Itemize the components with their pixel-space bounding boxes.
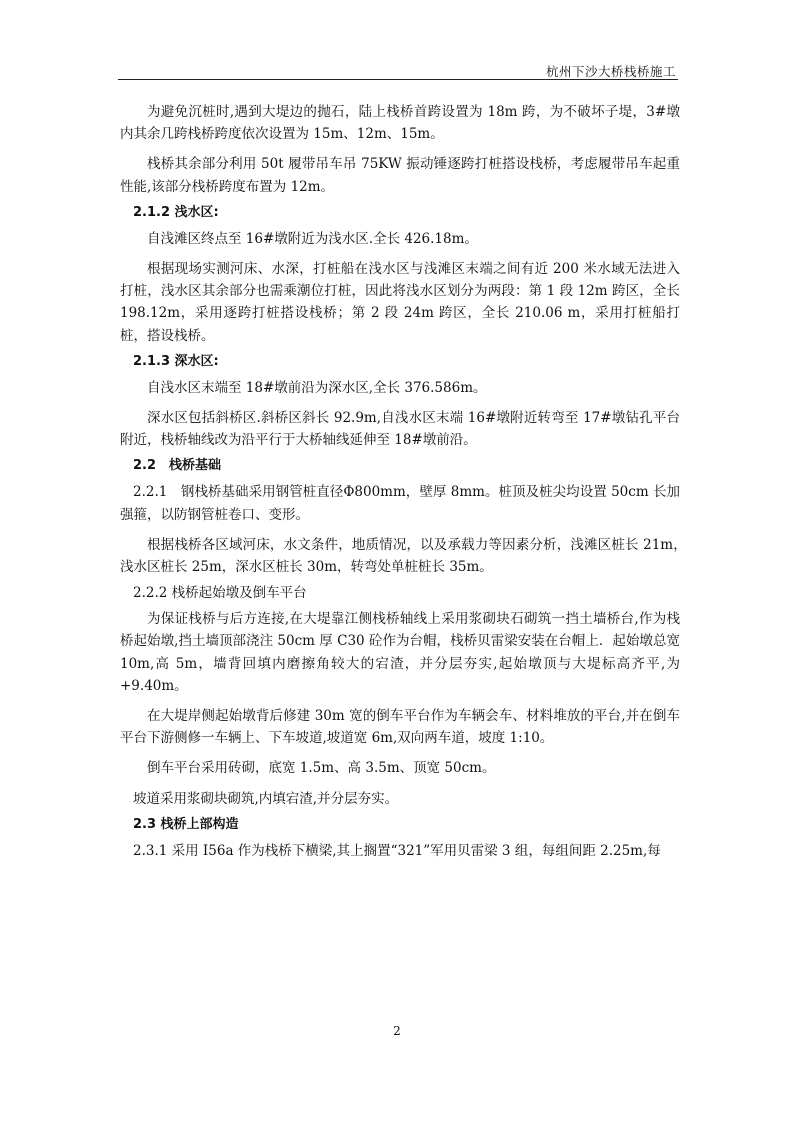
paragraph: 栈桥其余部分利用 50t 履带吊车吊 75KW 振动锤逐跨打桩搭设栈桥，考虑履带吊车起重性能,该部分栈桥跨度布置为 12m。 [120,156,680,195]
document-body [120,101,694,862]
section-heading-2-1-3: 2.1.3 深水区: [133,353,219,369]
paragraph: 2.2.1 钢栈桥基础采用钢管桩直径Φ800mm，壁厚 8mm。桩顶及桩尖均设置 50cm 长加强箍，以防钢管桩卷口、变形。 [120,484,680,523]
paragraph: 2.3.1 采用 I56a 作为栈桥下横梁,其上搁置“321”军用贝雷梁 3 组，每组间距 2.25m,每 [133,842,661,859]
section-heading-2-1-2: 2.1.2 浅水区: [133,204,219,220]
header-title: 杭州下沙大桥栈桥施工 [545,64,676,79]
section-heading-2-2-2: 2.2.2 栈桥起始墩及倒车平台 [133,585,307,602]
paragraph: 倒车平台采用砖砌，底宽 1.5m、高 3.5m、顶宽 50cm。 [147,760,496,777]
paragraph: 深水区包括斜桥区.斜桥区斜长 92.9m,自浅水区末端 16#墩附近转弯至 17#墩钻孔平台附近，栈桥轴线改为沿平行于大桥轴线延伸至 18#墩前沿。 [120,410,680,449]
paragraph: 根据栈桥各区域河床，水文条件，地质情况，以及承载力等因素分析，浅滩区桩长 21m， 浅水区桩长 25m，深水区桩长 30m，转弯处单桩桩长 35m。 [120,536,694,576]
paragraph: 在大堤岸侧起始墩背后修建 30m 宽的倒车平台作为车辆会车、材料堆放的平台,并在倒车平台下游侧修一车辆上、下车坡道,坡道宽 6m,双向两车道，坡度 1:10。 [120,708,680,747]
paragraph: 为避免沉桩时,遇到大堤边的抛石，陆上栈桥首跨设置为 18m 跨，为不破坏子堤，3#墩内其余几跨栈桥跨度依次设置为 15m、12m、15m。 [120,104,680,143]
section-heading-2-3: 2.3 栈桥上部构造 [133,816,239,832]
page-number: 2 [393,1024,401,1038]
section-heading-2-2: 2.2 栈桥基础 [133,458,222,474]
page-header [118,60,678,80]
paragraph: 根据现场实测河床、水深，打桩船在浅水区与浅滩区末端之间有近 200 米水域无法进入打桩，浅水区其余部分也需乘潮位打桩，因此将浅水区划分为两段：第 1 段 12m 跨区，全长 198.12m，采用逐跨打桩搭设栈桥；第 2 段 24m 跨区，全长 210.06 m，采用打桩船打桩，搭设栈桥。 [120,261,680,344]
header-rule [118,79,678,80]
paragraph: 为保证栈桥与后方连接,在大堤靠江侧栈桥轴线上采用浆砌块石砌筑一挡土墙桥台,作为栈桥起始墩,挡土墙顶部浇注 50cm 厚 C30 砼作为台帽，栈桥贝雷梁安装在台帽上．起始墩总宽 10m,高 5m，墙背回填内磨擦角较大的宕渣，并分层夯实,起始墩顶与大堤标高齐平,为+9.40m。 [120,611,680,694]
paragraph: 自浅水区末端至 18#墩前沿为深水区,全长 376.586m。 [147,379,487,396]
paragraph: 自浅滩区终点至 16#墩附近为浅水区.全长 426.18m。 [147,230,478,247]
paragraph: 坡道采用浆砌块砌筑,内填宕渣,并分层夯实。 [133,790,399,807]
